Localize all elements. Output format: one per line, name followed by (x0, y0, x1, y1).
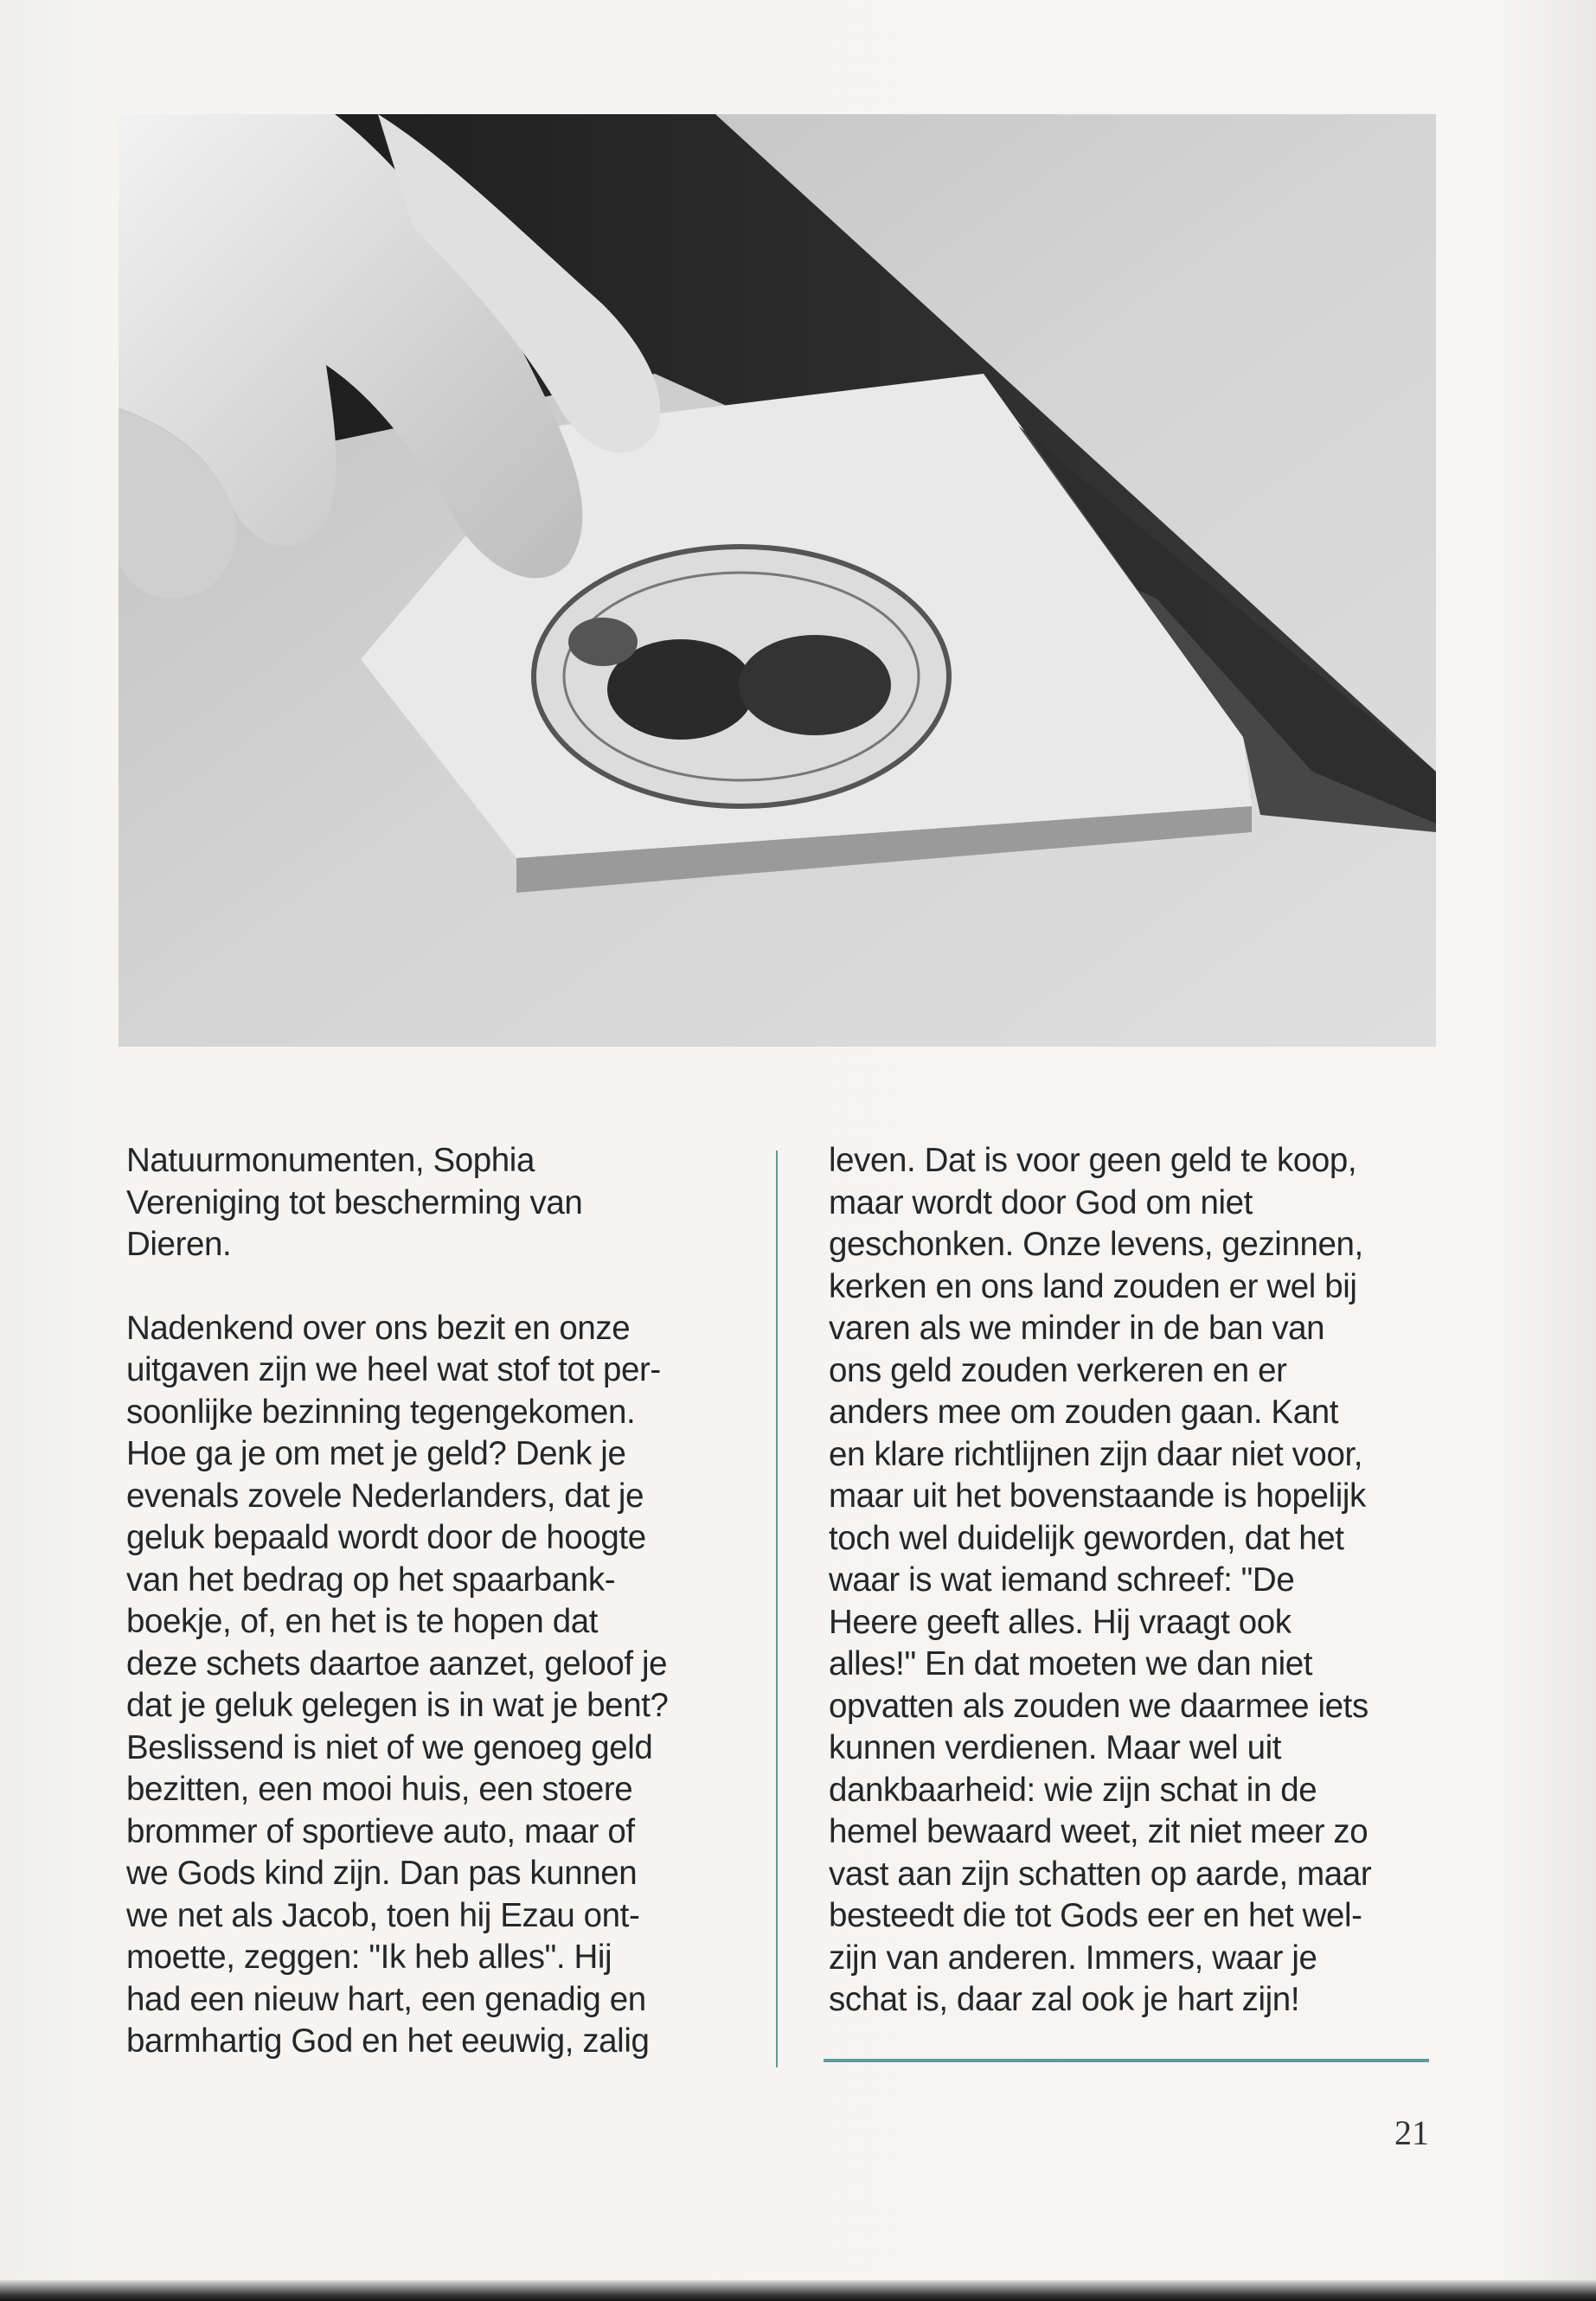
paragraph-intro-continuation (126, 1140, 784, 1266)
text-line: soonlijke bezinning tegengekomen. (126, 1393, 636, 1431)
scan-bottom-edge (0, 2280, 1596, 2301)
text-line: kunnen verdienen. Maar wel uit (829, 1729, 1282, 1766)
text-line: Heere geeft alles. Hij vraagt ook (829, 1603, 1292, 1641)
text-line: moette, zeggen: "Ik heb alles". Hij (126, 1939, 612, 1976)
text-line: evenals zovele Nederlanders, dat je (126, 1477, 644, 1515)
text-line: en klare richtlijnen zijn daar niet voor, (829, 1435, 1363, 1473)
text-line: bezitten, een mooi huis, een stoere (126, 1771, 633, 1808)
text-line: Dieren. (126, 1226, 232, 1263)
text-line: ons geld zouden verkeren en er (829, 1351, 1287, 1389)
text-line: kerken en ons land zouden er wel bij (829, 1267, 1357, 1305)
text-line: geschonken. Onze levens, gezinnen, (829, 1226, 1363, 1263)
text-line: had een nieuw hart, een genadig en (126, 1980, 646, 2018)
text-line: Beslissend is niet of we genoeg geld (126, 1728, 653, 1766)
text-line: vast aan zijn schatten op aarde, maar (829, 1855, 1372, 1893)
text-line: boekje, of, en het is te hopen dat (126, 1603, 599, 1640)
text-line: Vereniging tot bescherming van (126, 1183, 583, 1221)
page-number: 21 (1394, 2113, 1429, 2152)
text-line: deze schets daartoe aanzet, geloof je (126, 1644, 668, 1682)
end-rule (824, 2059, 1429, 2062)
text-line: barmhartig God en het eeuwig, zalig (126, 2022, 650, 2060)
text-line: van het bedrag op het spaarbank- (126, 1561, 616, 1599)
text-line: opvatten als zouden we daarmee iets (829, 1687, 1368, 1725)
text-line: anders mee om zouden gaan. Kant (829, 1394, 1339, 1431)
text-line: schat is, daar zal ook je hart zijn! (829, 1981, 1300, 2018)
text-line: hemel bewaard weet, zit niet meer zo (829, 1813, 1368, 1850)
text-line: leven. Dat is voor geen geld te koop, (829, 1142, 1357, 1179)
text-line: brommer of sportieve auto, maar of (126, 1812, 635, 1850)
text-line: we net als Jacob, toen hij Ezau ont- (126, 1896, 640, 1934)
left-column (126, 1140, 784, 2063)
text-line: geluk bepaald wordt door de hoogte (126, 1519, 646, 1556)
text-line: maar uit het bovenstaande is hopelijk (829, 1477, 1366, 1515)
text-line: varen als we minder in de ban van (829, 1310, 1325, 1347)
text-line: Natuurmonumenten, Sophia (126, 1142, 535, 1179)
text-line: Nadenkend over ons bezit en onze (126, 1309, 631, 1347)
paragraph-conclusion (829, 1140, 1434, 2022)
right-column (829, 1140, 1434, 2022)
text-line: zijn van anderen. Immers, waar je (829, 1939, 1317, 1977)
text-line: besteedt die tot Gods eer en het wel- (829, 1897, 1362, 1934)
text-line: dat je geluk gelegen is in wat je bent? (126, 1687, 669, 1724)
text-line: uitgaven zijn we heel wat stof tot per- (126, 1351, 661, 1388)
text-line: dankbaarheid: wie zijn schat in de (829, 1771, 1317, 1809)
text-line: Hoe ga je om met je geld? Denk je (126, 1435, 626, 1472)
text-line: waar is wat iemand schreef: "De (829, 1561, 1295, 1599)
text-line: we Gods kind zijn. Dan pas kunnen (126, 1855, 638, 1892)
photo-hand-coins-on-saucer (119, 114, 1436, 1047)
text-line: maar wordt door God om niet (829, 1183, 1253, 1221)
column-divider (776, 1150, 778, 2067)
paragraph-reflection (126, 1308, 784, 2063)
text-line: alles!" En dat moeten we dan niet (829, 1645, 1313, 1682)
text-line: toch wel duidelijk geworden, dat het (829, 1519, 1344, 1557)
hand-counting-coins-on-saucer-photo (119, 114, 1436, 1047)
